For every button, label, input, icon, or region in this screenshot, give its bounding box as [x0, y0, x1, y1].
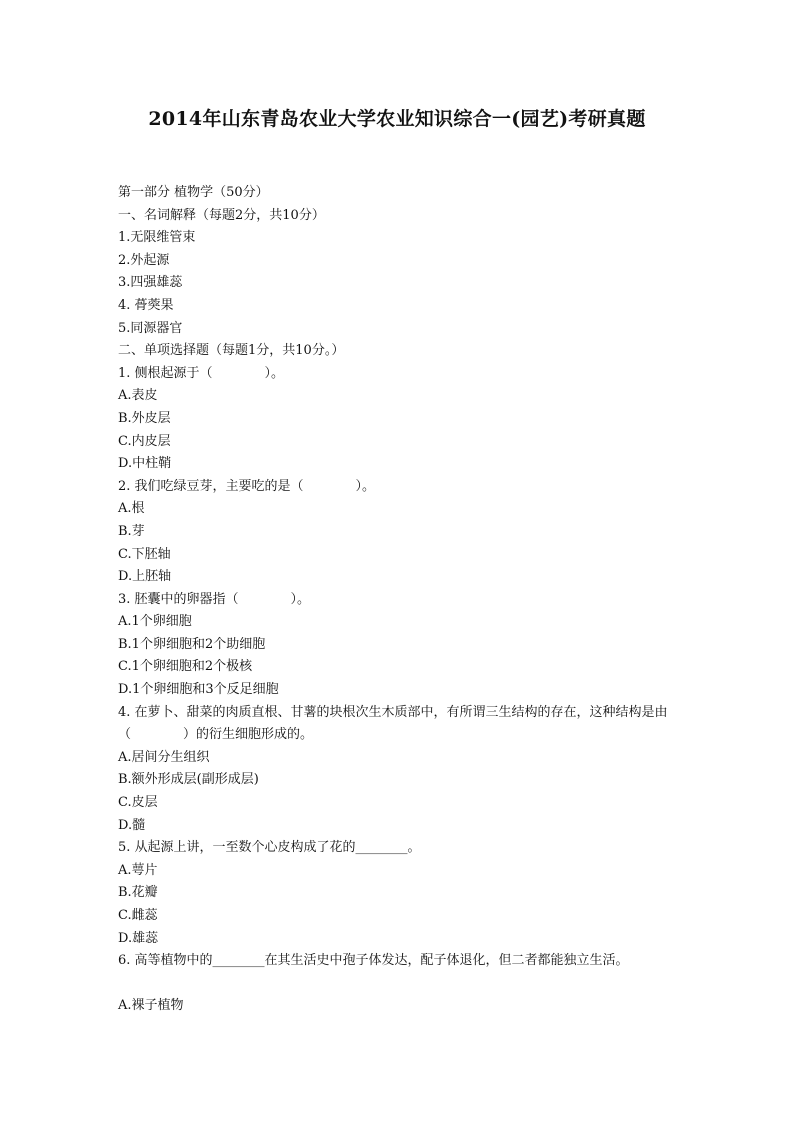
answer-option: C.内皮层	[118, 433, 171, 449]
answer-option: B.1个卵细胞和2个助细胞	[118, 636, 266, 652]
answer-option: A.根	[118, 501, 145, 517]
answer-option: D.中柱鞘	[118, 456, 172, 472]
exam-content	[118, 182, 688, 1018]
answer-option: A.居间分生组织	[118, 749, 210, 765]
answer-option: C.皮层	[118, 795, 158, 811]
answer-option: B.额外形成层(副形成层)	[118, 772, 259, 788]
question-text: 5. 从起源上讲，一至数个心皮构成了花的________。	[118, 840, 421, 856]
answer-option: C.1个卵细胞和2个极核	[118, 659, 253, 675]
answer-option: A.1个卵细胞	[118, 614, 192, 630]
term-item: 1.无限维管束	[118, 230, 196, 246]
answer-option: D.1个卵细胞和3个反足细胞	[118, 682, 279, 698]
term-item: 4. 蓇葖果	[118, 297, 174, 313]
blank-line	[118, 973, 688, 996]
answer-option: D.髓	[118, 817, 146, 833]
answer-option: D.雄蕊	[118, 930, 159, 946]
term-item: 3.四强雄蕊	[118, 275, 183, 291]
question-text: 1. 侧根起源于（ ）。	[118, 365, 285, 381]
term-item: 2.外起源	[118, 252, 170, 268]
question-text: 3. 胚囊中的卵器指（ ）。	[118, 591, 311, 607]
answer-option: B.芽	[118, 523, 145, 539]
question-text: 4. 在萝卜、甜菜的肉质直根、甘薯的块根次生木质部中，有所谓三生结构的存在，这种结构是由（ ）的衍生细胞形成的。	[118, 704, 668, 743]
answer-option: B.花瓣	[118, 885, 158, 901]
section-heading: 第一部分 植物学（50分）	[118, 185, 269, 200]
answer-option: C.下胚轴	[118, 546, 171, 562]
page-title: 2014年山东青岛农业大学农业知识综合一(园艺)考研真题	[148, 108, 646, 130]
question-group-heading: 一、名词解释（每题2分，共10分）	[118, 207, 325, 223]
question-group-heading: 二、单项选择题（每题1分，共10分。）	[118, 343, 345, 359]
answer-option: A.萼片	[118, 862, 158, 878]
answer-option: D.上胚轴	[118, 569, 172, 585]
answer-option: B.外皮层	[118, 410, 171, 426]
question-text: 2. 我们吃绿豆芽，主要吃的是（ ）。	[118, 478, 376, 494]
answer-option: C.雌蕊	[118, 908, 158, 923]
answer-option: A.裸子植物	[118, 998, 184, 1014]
term-item: 5.同源器官	[118, 320, 183, 336]
question-text: 6. 高等植物中的________在其生活史中孢子体发达，配子体退化，但二者都能独立生活。	[118, 953, 629, 969]
answer-option: A.表皮	[118, 388, 158, 404]
